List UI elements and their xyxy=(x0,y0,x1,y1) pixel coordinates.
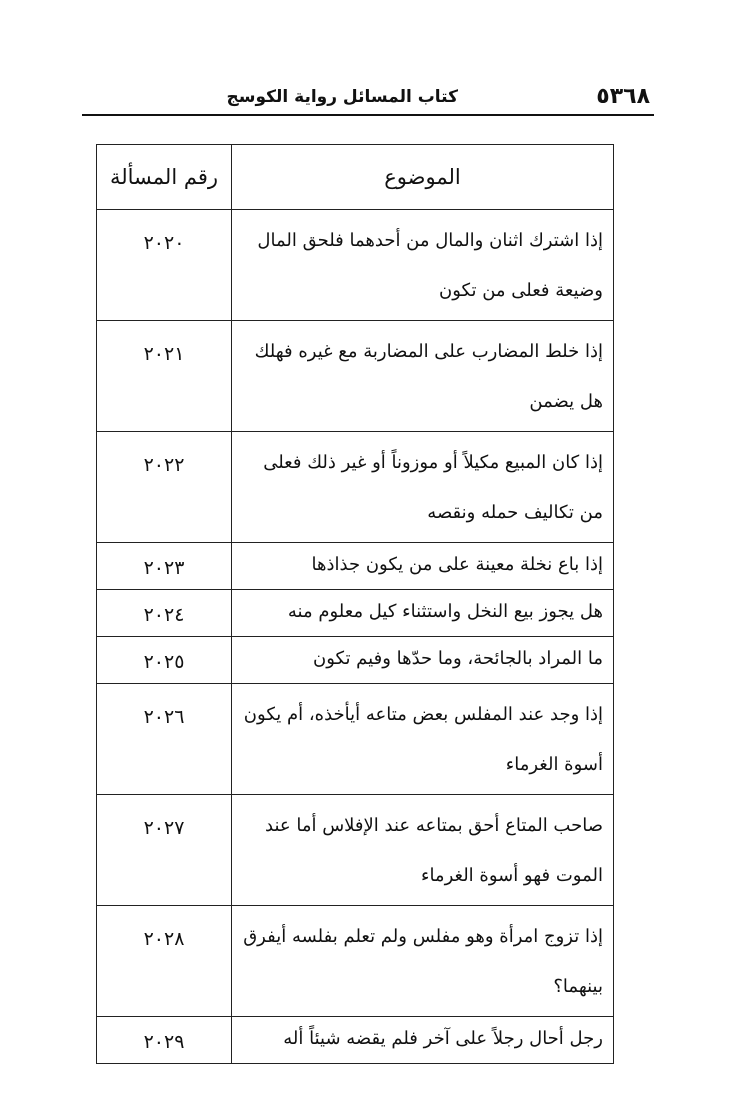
topic-cell: إذا كان المبيع مكيلاً أو موزوناً أو غير ذلك فعلى من تكاليف حمله ونقصه xyxy=(232,432,614,543)
table-row xyxy=(97,795,614,906)
topic-cell: رجل أحال رجلاً على آخر فلم يقضه شيئاً أله xyxy=(232,1017,614,1064)
table-row xyxy=(97,1017,614,1064)
topic-cell: هل يجوز بيع النخل واستثناء كيل معلوم منه xyxy=(232,590,614,637)
number-cell: ٢٠٢٠ xyxy=(97,210,232,321)
topic-cell: إذا خلط المضارب على المضاربة مع غيره فهلك هل يضمن xyxy=(232,321,614,432)
number-cell: ٢٠٢٩ xyxy=(97,1017,232,1064)
table-row xyxy=(97,906,614,1017)
table-row xyxy=(97,684,614,795)
topic-cell: ما المراد بالجائحة، وما حدّها وفيم تكون xyxy=(232,637,614,684)
number-cell: ٢٠٢٨ xyxy=(97,906,232,1017)
topic-cell: إذا باع نخلة معينة على من يكون جذاذها xyxy=(232,543,614,590)
number-column-header: رقم المسألة xyxy=(97,145,232,210)
topic-cell: إذا تزوج امرأة وهو مفلس ولم تعلم بفلسه أيفرق بينهما؟ xyxy=(232,906,614,1017)
table-row xyxy=(97,637,614,684)
table-row xyxy=(97,432,614,543)
table-header-row xyxy=(97,145,614,210)
topic-cell: صاحب المتاع أحق بمتاعه عند الإفلاس أما عند الموت فهو أسوة الغرماء xyxy=(232,795,614,906)
number-cell: ٢٠٢٢ xyxy=(97,432,232,543)
header-rule xyxy=(82,114,654,116)
page-header xyxy=(82,80,654,116)
table-row xyxy=(97,210,614,321)
topic-cell: إذا وجد عند المفلس بعض متاعه أيأخذه، أم يكون أسوة الغرماء xyxy=(232,684,614,795)
book-title: كتاب المسائل رواية الكوسج xyxy=(226,87,458,107)
number-cell: ٢٠٢٧ xyxy=(97,795,232,906)
index-table xyxy=(96,144,613,1064)
number-cell: ٢٠٢٤ xyxy=(97,590,232,637)
number-cell: ٢٠٢٥ xyxy=(97,637,232,684)
table-row xyxy=(97,543,614,590)
number-cell: ٢٠٢٣ xyxy=(97,543,232,590)
number-cell: ٢٠٢٦ xyxy=(97,684,232,795)
topic-column-header: الموضوع xyxy=(232,145,614,210)
topic-cell: إذا اشترك اثنان والمال من أحدهما فلحق المال وضيعة فعلى من تكون xyxy=(232,210,614,321)
table-row xyxy=(97,590,614,637)
table-row xyxy=(97,321,614,432)
page-number: ٥٣٦٨ xyxy=(596,84,650,109)
number-cell: ٢٠٢١ xyxy=(97,321,232,432)
